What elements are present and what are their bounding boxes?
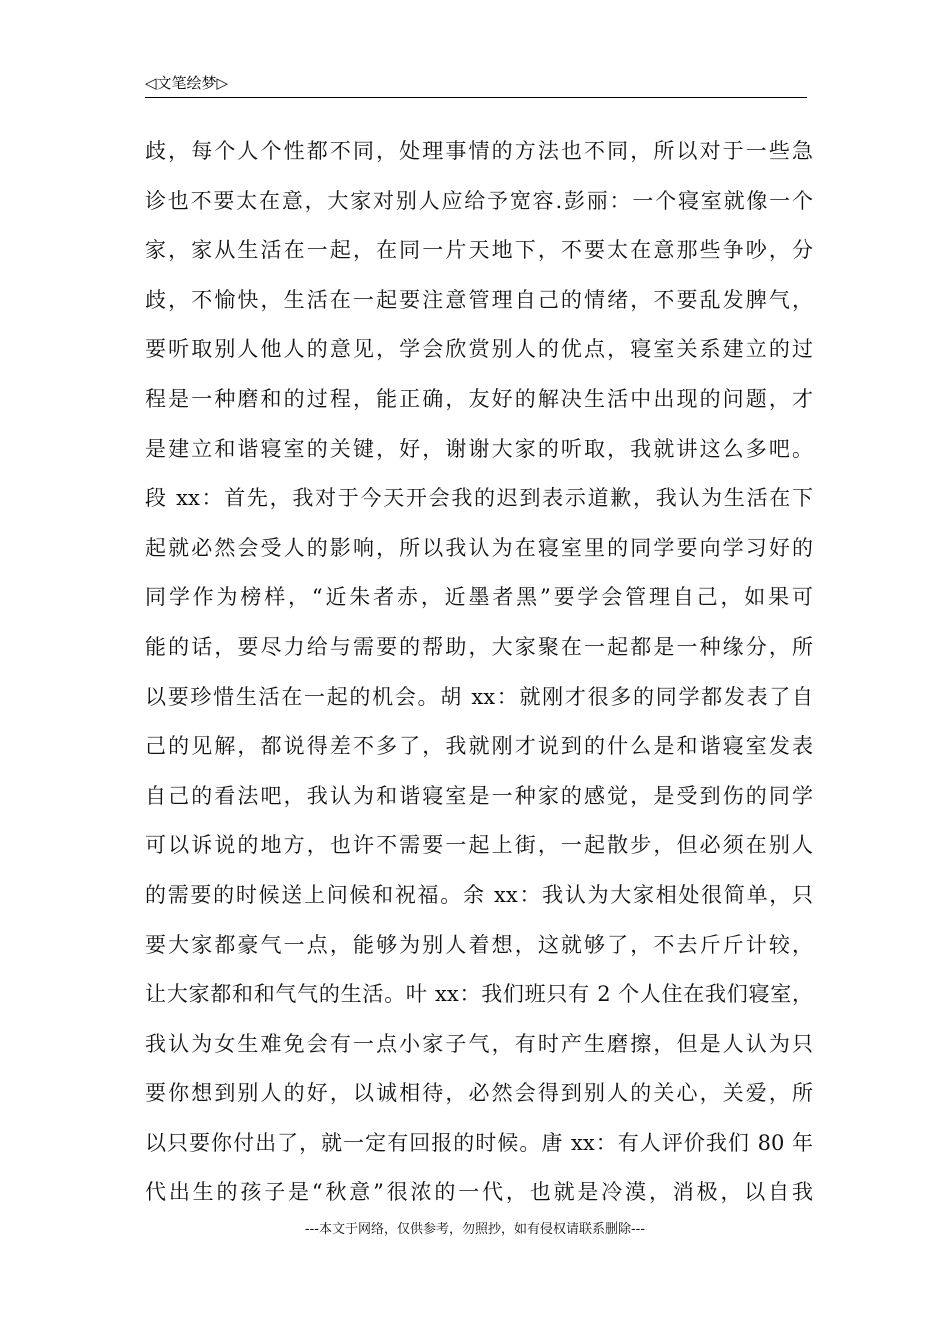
text-line: 是建立和谐寝室的关键，好，谢谢大家的听取，我就讲这么多吧。 — [145, 436, 813, 461]
text-line: 可以诉说的地方，也许不需要一起上街，一起散步，但必须在别人 — [145, 833, 813, 858]
text-line: 要你想到别人的好，以诚相待，必然会得到别人的关心，关爱，所 — [145, 1081, 813, 1106]
header-title: ◁文笔绘梦▷ — [145, 74, 229, 92]
text-line: 要听取别人他人的意见，学会欣赏别人的优点，寝室关系建立的过 — [145, 337, 813, 362]
text-line: 程是一种磨和的过程，能正确，友好的解决生活中出现的问题，才 — [145, 386, 813, 411]
text-line: 段 xx：首先，我对于今天开会我的迟到表示道歉，我认为生活在下 — [145, 486, 813, 511]
page-footer: ---本文于网络，仅供参考，勿照抄，如有侵权请联系删除--- — [304, 1222, 646, 1237]
text-line: 起就必然会受人的影响，所以我认为在寝室里的同学要向学习好的 — [145, 535, 813, 560]
text-line: 以要珍惜生活在一起的机会。胡 xx：就刚才很多的同学都发表了自 — [145, 684, 813, 709]
text-line: 的需要的时候送上问候和祝福。余 xx：我认为大家相处很简单，只 — [145, 882, 813, 907]
text-line: 己的见解，都说得差不多了，我就刚才说到的什么是和谐寝室发表 — [145, 734, 813, 759]
text-line: 代出生的孩子是“秋意”很浓的一代，也就是冷漠，消极，以自我 — [145, 1180, 813, 1205]
body-text — [145, 127, 813, 1218]
text-line: 要大家都豪气一点，能够为别人着想，这就够了，不去斤斤计较， — [145, 932, 813, 957]
text-line: 同学作为榜样，“近朱者赤，近墨者黑”要学会管理自己，如果可 — [145, 585, 813, 610]
text-line: 自己的看法吧，我认为和谐寝室是一种家的感觉，是受到伤的同学 — [145, 783, 813, 808]
text-line: 我认为女生难免会有一点小家子气，有时产生磨擦，但是人认为只 — [145, 1031, 813, 1056]
page-header — [145, 73, 807, 98]
text-line: 让大家都和和气气的生活。叶 xx：我们班只有 2 个人住在我们寝室， — [145, 982, 813, 1007]
text-line: 以只要你付出了，就一定有回报的时候。唐 xx：有人评价我们 80 年 — [145, 1130, 813, 1155]
text-line: 歧，每个人个性都不同，处理事情的方法也不同，所以对于一些急 — [145, 139, 813, 163]
text-line: 能的话，要尽力给与需要的帮助，大家聚在一起都是一种缘分，所 — [145, 634, 813, 659]
text-line: 家，家从生活在一起，在同一片天地下，不要太在意那些争吵，分 — [145, 238, 813, 263]
text-line: 歧，不愉快，生活在一起要注意管理自己的情绪，不要乱发脾气， — [145, 287, 813, 312]
text-line: 诊也不要太在意，大家对别人应给予宽容.彭丽：一个寝室就像一个 — [145, 188, 813, 213]
